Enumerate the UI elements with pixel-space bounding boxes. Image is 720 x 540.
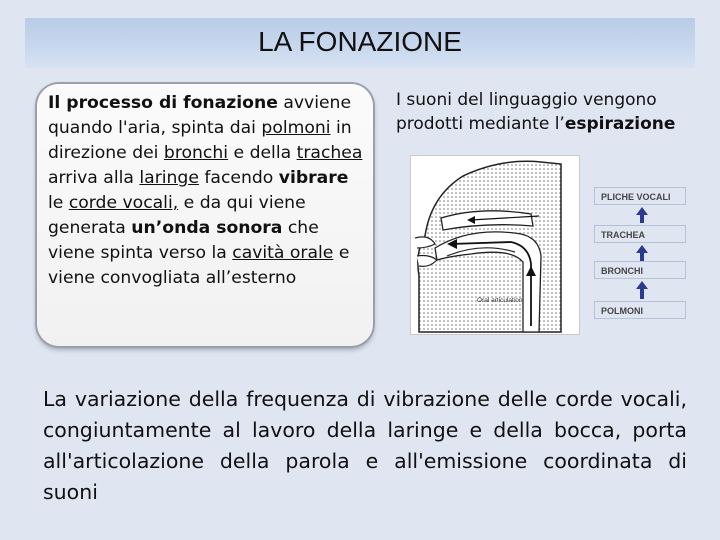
airflow-chain (594, 185, 688, 323)
title-bar (25, 18, 695, 68)
vocal-tract-diagram (410, 155, 580, 335)
arrow-stem (640, 289, 644, 299)
page-title: LA FONAZIONE (258, 26, 462, 57)
flow-item-trachea: TRACHEA (594, 225, 686, 243)
text-bold-process: Il processo di fonazione (48, 93, 278, 113)
text-segment: facendo (198, 168, 279, 188)
text-segment: in direzione dei (48, 118, 352, 163)
arrow-up-icon (636, 245, 648, 253)
text-segment: e viene convogliata all’esterno (48, 243, 350, 288)
text-trachea: trachea (296, 143, 363, 163)
caption-bold-expiration: espirazione (564, 114, 676, 134)
flow-item-bronchi: BRONCHI (594, 261, 686, 279)
text-lungs: polmoni (261, 118, 331, 138)
expiration-caption (396, 88, 696, 136)
text-segment: e della (228, 143, 297, 163)
text-segment: le (48, 193, 69, 213)
arrow-up-icon (636, 281, 648, 289)
text-vocal-cords: corde vocali, (68, 193, 179, 213)
text-segment: e da qui viene generata (48, 193, 306, 238)
text-bold-sound-wave: un’onda sonora (131, 218, 283, 238)
arrow-stem (640, 253, 644, 261)
text-bronchi: bronchi (163, 143, 229, 163)
arrow-up-icon (636, 207, 648, 215)
text-larynx: laringe (139, 168, 199, 188)
phonation-description (48, 91, 366, 291)
diagram-label: Oral articulation (477, 297, 523, 304)
summary-paragraph: La variazione della frequenza di vibrazione delle corde vocali, congiuntamente al lavoro della laringe e della bocca, porta all'articolazione della parola e all'emissione coordinata di suoni (43, 387, 687, 504)
text-segment: avviene quando l'aria, spinta dai (48, 93, 352, 138)
text-bold-vibrate: vibrare (278, 168, 349, 188)
vocal-tract-illustration (411, 156, 579, 334)
text-segment: arriva alla (48, 168, 140, 188)
phonation-text-box (37, 84, 373, 346)
flow-item-lungs: POLMONI (594, 301, 686, 319)
text-segment: che viene spinta verso la (48, 218, 319, 263)
text-oral-cavity: cavità orale (232, 243, 334, 263)
caption-text: I suoni del linguaggio vengono prodotti mediante l’ (396, 90, 657, 134)
arrow-stem (640, 215, 644, 223)
flow-item-vocal-folds: PLICHE VOCALI (594, 187, 686, 205)
